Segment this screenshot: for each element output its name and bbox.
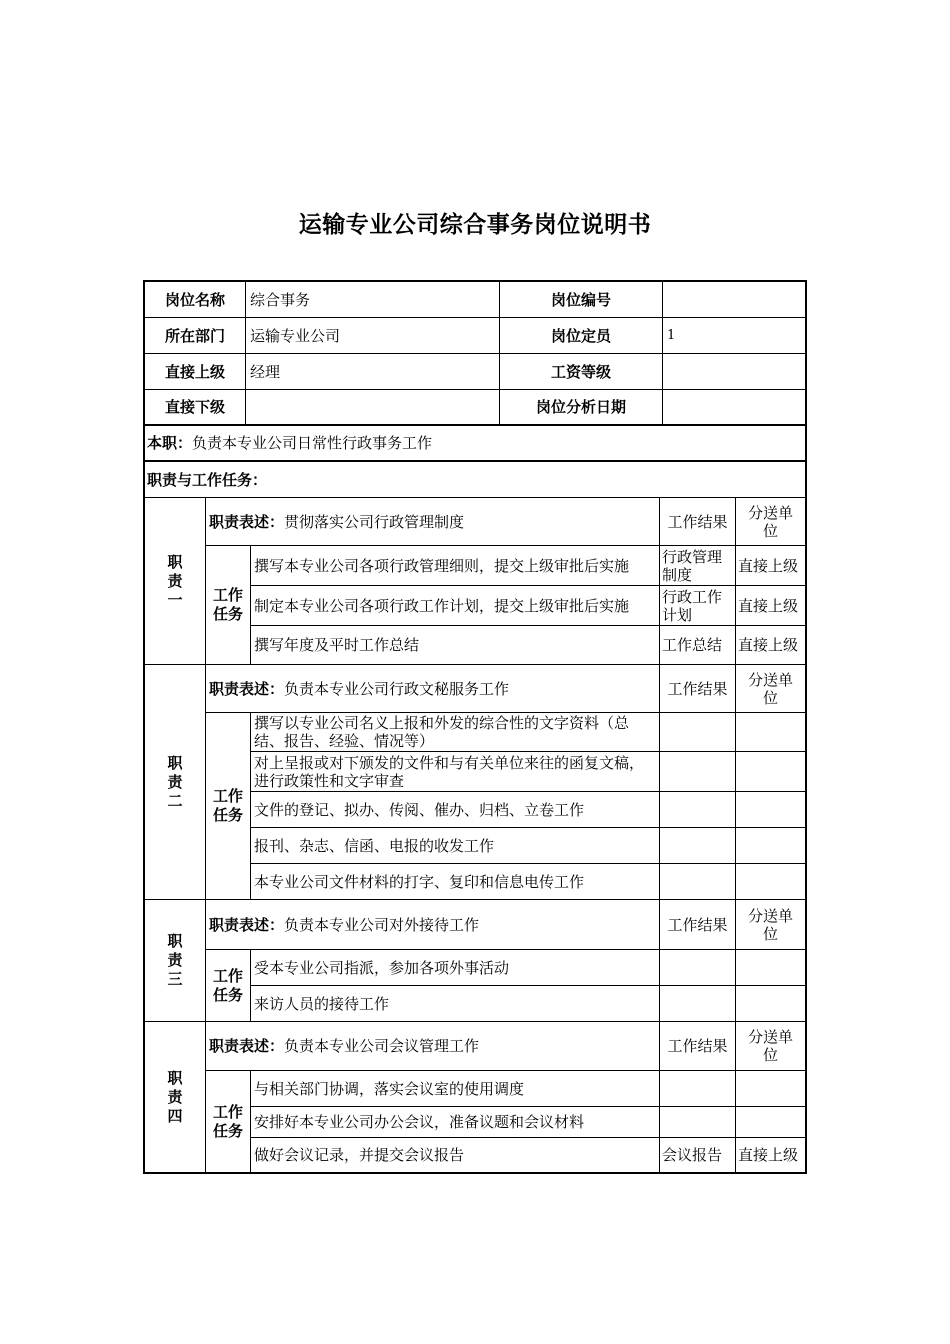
task-text: 安排好本专业公司办公会议，准备议题和会议材料 — [251, 1107, 660, 1138]
task-send-to — [736, 792, 805, 828]
main-duty — [145, 426, 805, 462]
task-text: 做好会议记录，并提交会议报告 — [251, 1138, 660, 1174]
task-text: 本专业公司文件材料的打字、复印和信息电传工作 — [251, 864, 660, 900]
statement-text: 贯彻落实公司行政管理制度 — [284, 512, 465, 531]
duty-name-text: 职责四 — [167, 1068, 183, 1125]
task-send-to — [736, 1107, 805, 1138]
task-send-to — [736, 1071, 805, 1107]
task-send-to: 直接上级 — [736, 586, 805, 626]
task-text: 受本专业公司指派，参加各项外事活动 — [251, 950, 660, 986]
duty-group — [143, 900, 807, 1022]
task-row — [251, 626, 805, 665]
task-row — [251, 586, 805, 626]
task-send-to — [736, 950, 805, 986]
statement-label: 职责表述： — [209, 512, 285, 531]
task-result — [660, 986, 736, 1022]
task-send-to — [736, 986, 805, 1022]
code-label: 岗位编号 — [500, 282, 663, 318]
date-value — [663, 390, 805, 426]
task-list — [251, 950, 805, 1022]
task-text: 对上呈报或对下颁发的文件和与有关单位来往的函复文稿，进行政策性和文字审查 — [251, 752, 660, 792]
duty-groups — [143, 498, 807, 1174]
duty-statement — [206, 498, 660, 546]
task-text: 报刊、杂志、信函、电报的收发工作 — [251, 828, 660, 864]
duty-name-text: 职责一 — [167, 552, 183, 609]
to-header: 分送单位 — [736, 498, 805, 546]
task-row — [251, 546, 805, 586]
task-send-to: 直接上级 — [736, 546, 805, 586]
to-header: 分送单位 — [736, 1022, 805, 1071]
date-label: 岗位分析日期 — [500, 390, 663, 426]
task-send-to — [736, 828, 805, 864]
task-row — [251, 1107, 805, 1138]
duty-name-text: 职责三 — [167, 932, 183, 988]
task-row — [251, 792, 805, 828]
subordinate-value — [246, 390, 500, 426]
task-row — [251, 864, 805, 900]
task-label — [206, 546, 251, 665]
task-row — [251, 950, 805, 986]
task-send-to: 直接上级 — [736, 1138, 805, 1174]
task-text: 来访人员的接待工作 — [251, 986, 660, 1022]
task-result: 行政管理制度 — [660, 546, 736, 586]
task-text: 制定本专业公司各项行政工作计划，提交上级审批后实施 — [251, 586, 660, 626]
name-label: 岗位名称 — [145, 282, 246, 318]
header-row-1 — [143, 280, 807, 318]
task-result: 会议报告 — [660, 1138, 736, 1174]
header-row-2 — [143, 318, 807, 354]
header-row-3 — [143, 354, 807, 390]
task-label-text: 工作任务 — [212, 586, 243, 623]
duties-heading: 职责与工作任务： — [145, 462, 805, 498]
duty-body — [206, 498, 805, 665]
statement-label: 职责表述： — [209, 1037, 285, 1055]
to-header: 分送单位 — [736, 900, 805, 950]
task-result: 行政工作计划 — [660, 586, 736, 626]
quota-label: 岗位定员 — [500, 318, 663, 354]
name-value: 综合事务 — [246, 282, 500, 318]
task-result — [660, 864, 736, 900]
task-row — [251, 828, 805, 864]
to-header: 分送单位 — [736, 665, 805, 713]
main-duty-row — [143, 426, 807, 462]
task-send-to — [736, 864, 805, 900]
task-label-text: 工作任务 — [212, 787, 243, 824]
task-send-to — [736, 713, 805, 752]
duty-tasks — [206, 1071, 805, 1174]
task-label-text: 工作任务 — [212, 1102, 243, 1140]
duty-statement — [206, 1022, 660, 1071]
task-result — [660, 1107, 736, 1138]
statement-text: 负责本专业公司行政文秘服务工作 — [284, 679, 510, 698]
task-label — [206, 950, 251, 1022]
result-header: 工作结果 — [660, 665, 736, 713]
duty-group — [143, 498, 807, 665]
duty-statement — [206, 900, 660, 950]
task-result — [660, 1071, 736, 1107]
duty-tasks — [206, 546, 805, 665]
task-label-text: 工作任务 — [212, 966, 243, 1004]
task-send-to — [736, 752, 805, 792]
task-result: 工作总结 — [660, 626, 736, 665]
duty-statement — [206, 665, 660, 713]
grade-value — [663, 354, 805, 390]
job-description-table — [143, 280, 807, 1174]
task-result — [660, 950, 736, 986]
duty-body — [206, 1022, 805, 1174]
quota-value: 1 — [663, 318, 805, 354]
task-text: 撰写以专业公司名义上报和外发的综合性的文字资料（总结、报告、经验、情况等） — [251, 713, 660, 752]
task-row — [251, 986, 805, 1022]
task-row — [251, 1138, 805, 1174]
superior-label: 直接上级 — [145, 354, 246, 390]
header-row-4 — [143, 390, 807, 426]
task-send-to: 直接上级 — [736, 626, 805, 665]
main-duty-text: 负责本专业公司日常性行政事务工作 — [192, 434, 433, 452]
result-header: 工作结果 — [660, 900, 736, 950]
task-list — [251, 713, 805, 900]
duty-statement-row — [206, 1022, 805, 1071]
dept-label: 所在部门 — [145, 318, 246, 354]
statement-text: 负责本专业公司对外接待工作 — [284, 915, 480, 934]
result-header: 工作结果 — [660, 1022, 736, 1071]
code-value — [663, 282, 805, 318]
task-row — [251, 752, 805, 792]
task-text: 撰写年度及平时工作总结 — [251, 626, 660, 665]
task-text: 撰写本专业公司各项行政管理细则，提交上级审批后实施 — [251, 546, 660, 586]
task-result — [660, 713, 736, 752]
document-title: 运输专业公司综合事务岗位说明书 — [298, 212, 652, 238]
task-text: 与相关部门协调，落实会议室的使用调度 — [251, 1071, 660, 1107]
task-list — [251, 1071, 805, 1174]
task-result — [660, 792, 736, 828]
duty-body — [206, 665, 805, 900]
duty-tasks — [206, 950, 805, 1022]
statement-label: 职责表述： — [209, 915, 285, 934]
task-row — [251, 1071, 805, 1107]
task-result — [660, 828, 736, 864]
duty-group — [143, 665, 807, 900]
task-label — [206, 713, 251, 900]
subordinate-label: 直接下级 — [145, 390, 246, 426]
statement-label: 职责表述： — [209, 679, 285, 698]
duty-statement-row — [206, 665, 805, 713]
duty-name-text: 职责二 — [167, 753, 183, 810]
dept-value: 运输专业公司 — [246, 318, 500, 354]
task-text: 文件的登记、拟办、传阅、催办、归档、立卷工作 — [251, 792, 660, 828]
task-list — [251, 546, 805, 665]
duty-statement-row — [206, 498, 805, 546]
duty-name — [145, 498, 206, 665]
duty-tasks — [206, 713, 805, 900]
result-header: 工作结果 — [660, 498, 736, 546]
superior-value: 经理 — [246, 354, 500, 390]
main-duty-label: 本职： — [147, 434, 193, 452]
duties-heading-row — [143, 462, 807, 498]
duty-name — [145, 1022, 206, 1174]
duty-name — [145, 900, 206, 1022]
task-result — [660, 752, 736, 792]
duty-body — [206, 900, 805, 1022]
duty-group — [143, 1022, 807, 1174]
statement-text: 负责本专业公司会议管理工作 — [284, 1037, 480, 1055]
duty-statement-row — [206, 900, 805, 950]
grade-label: 工资等级 — [500, 354, 663, 390]
duty-name — [145, 665, 206, 900]
task-label — [206, 1071, 251, 1174]
task-row — [251, 713, 805, 752]
